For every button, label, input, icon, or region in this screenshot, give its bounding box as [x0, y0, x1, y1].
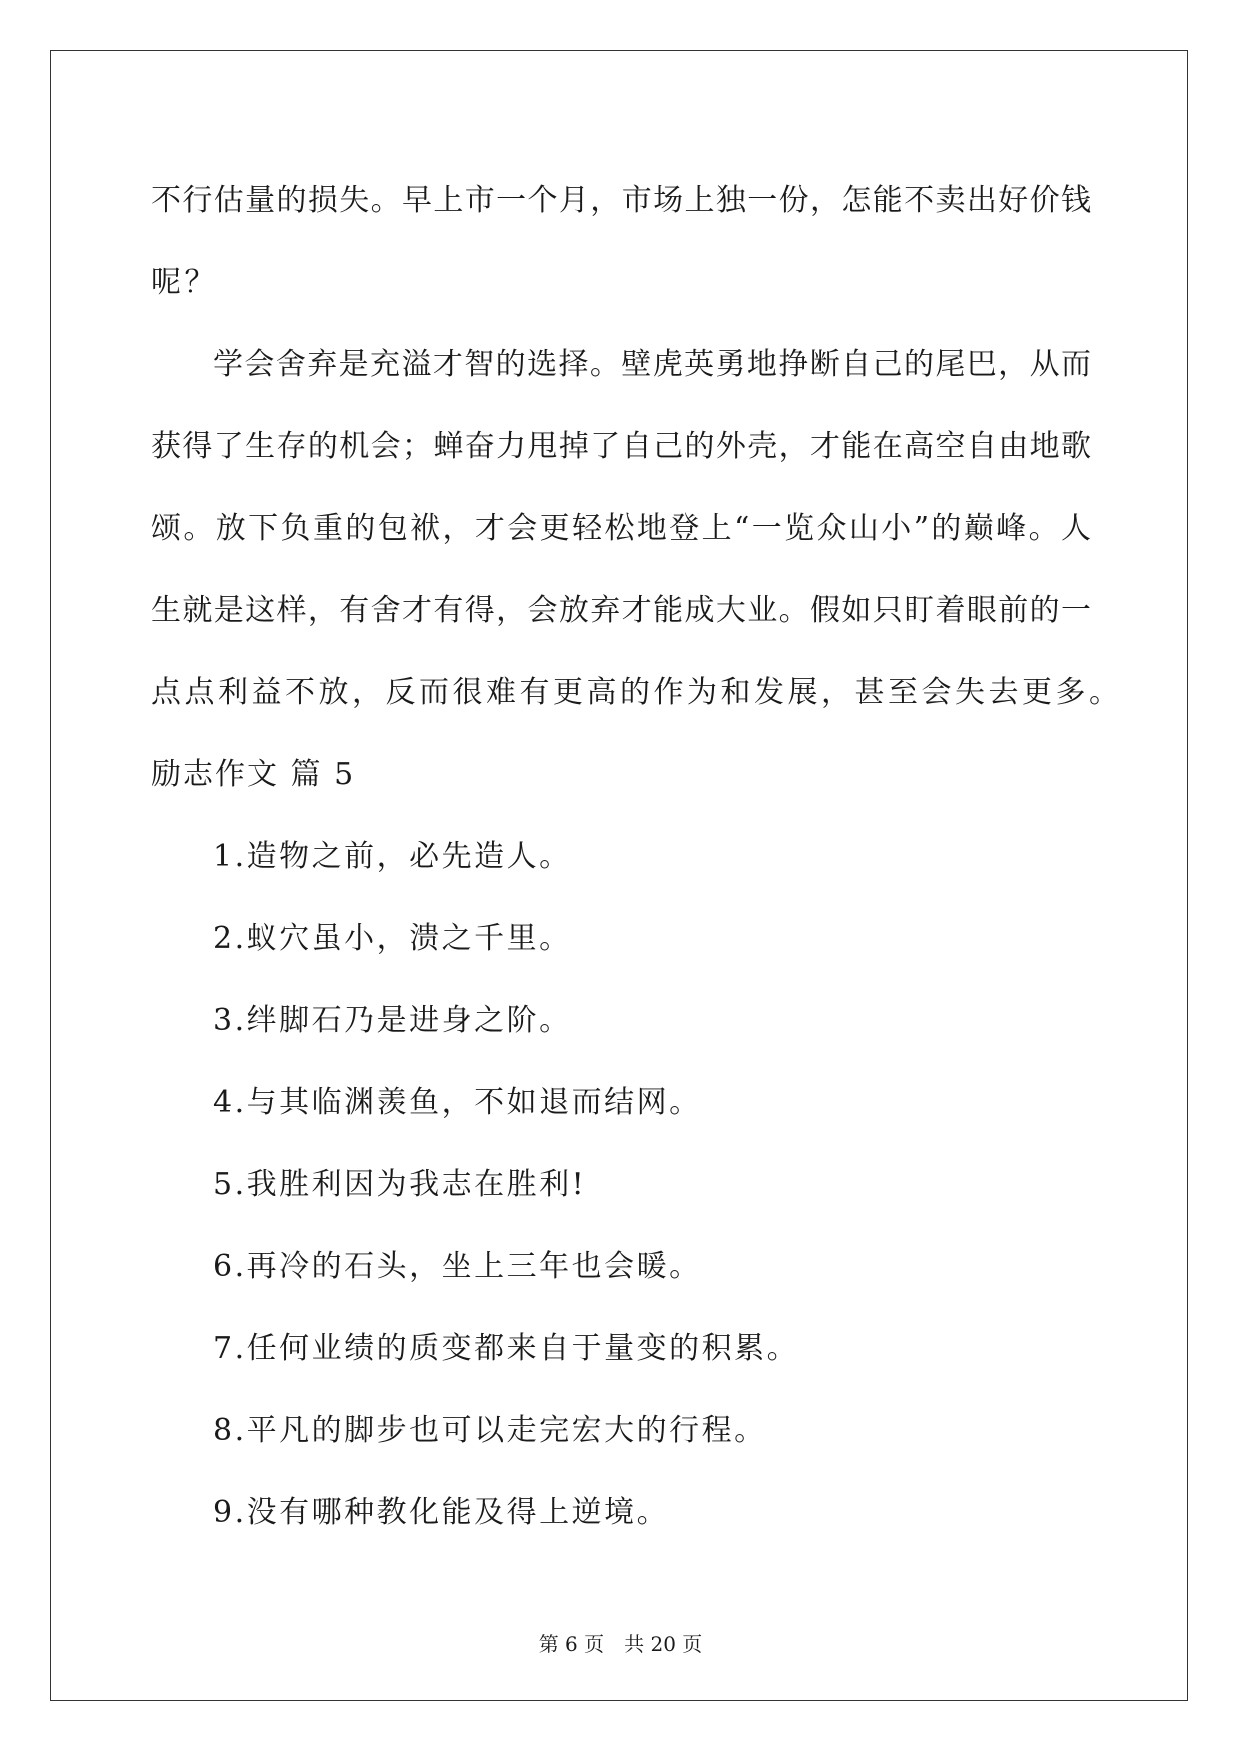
- list-item: 8.平凡的脚步也可以走完宏大的行程。: [213, 1413, 767, 1448]
- list-item: 6.再冷的石头，坐上三年也会暖。: [213, 1249, 702, 1284]
- paragraph-line: 点点利益不放，反而很难有更高的作为和发展，甚至会失去更多。: [151, 675, 1123, 710]
- page-number-current: 第 6 页: [538, 1632, 605, 1656]
- paragraph-line: 获得了生存的机会；蝉奋力甩掉了自己的外壳，才能在高空自由地歌: [151, 429, 1091, 464]
- paragraph-line: 学会舍弃是充溢才智的选择。壁虎英勇地挣断自己的尾巴，从而: [213, 347, 1091, 382]
- paragraph-line: 不行估量的损失。早上市一个月，市场上独一份，怎能不卖出好价钱: [151, 183, 1091, 218]
- list-item: 9.没有哪种教化能及得上逆境。: [213, 1495, 670, 1530]
- list-item: 2.蚁穴虽小，溃之千里。: [213, 921, 572, 956]
- paragraph-line: 颂。放下负重的包袱，才会更轻松地登上“一览众山小”的巅峰。人: [151, 511, 1091, 546]
- list-item: 7.任何业绩的质变都来自于量变的积累。: [213, 1331, 800, 1366]
- list-item: 3.绊脚石乃是进身之阶。: [213, 1003, 572, 1038]
- page-number-total: 共 20 页: [624, 1632, 703, 1656]
- section-heading: 励志作文 篇 5: [151, 757, 356, 792]
- paragraph-line: 生就是这样，有舍才有得，会放弃才能成大业。假如只盯着眼前的一: [151, 593, 1091, 628]
- list-item: 5.我胜利因为我志在胜利!: [213, 1167, 587, 1202]
- paragraph-line: 呢？: [151, 265, 218, 300]
- list-item: 1.造物之前，必先造人。: [213, 839, 572, 874]
- list-item: 4.与其临渊羡鱼，不如退而结网。: [213, 1085, 702, 1120]
- page-footer: [0, 1628, 1241, 1657]
- document-body: [151, 160, 1123, 1554]
